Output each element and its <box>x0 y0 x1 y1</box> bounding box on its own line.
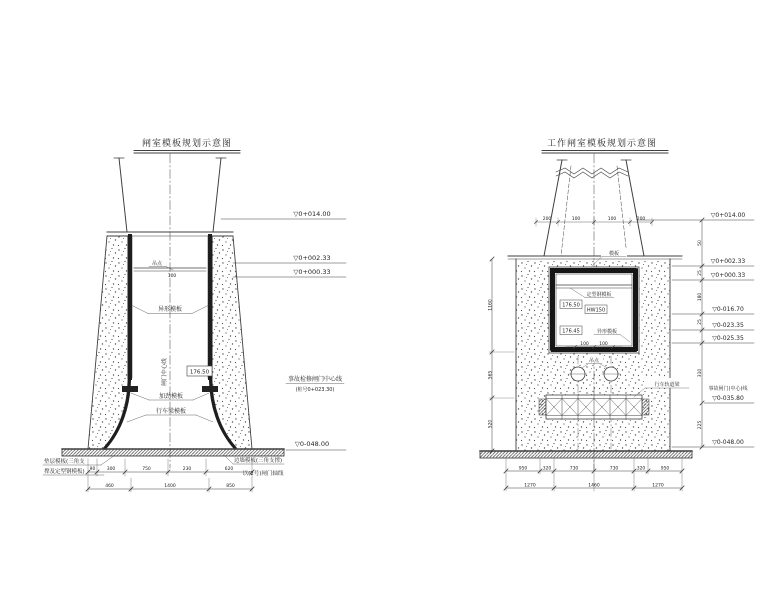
dim-label: 200 <box>542 217 552 222</box>
gate-line-label: 事故闸门(中心)线 <box>708 386 748 392</box>
dim-label: 950 <box>660 466 670 472</box>
elevation-label: ▽0+014.00 <box>710 212 746 219</box>
dim-label: 200 <box>636 217 646 222</box>
elevation-label: ▽0-023.35 <box>712 322 744 329</box>
elevation-label: ▽0+000.33 <box>293 268 331 276</box>
elevation-label: ▽0-048.00 <box>712 439 744 446</box>
elevation-label: ▽0-025.35 <box>712 335 744 342</box>
left-figure <box>43 137 346 492</box>
elevation-label: ▽0-035.80 <box>712 395 744 402</box>
gate-center-label: 事故检修闸门中心线 <box>287 376 343 383</box>
dim-label: 230 <box>182 467 192 472</box>
dim-label: 320 <box>636 466 646 472</box>
title-underline <box>134 151 240 154</box>
elevation-label: ▽0-048.00 <box>294 440 330 448</box>
base-slab <box>62 449 284 456</box>
dim-label: 100 <box>580 342 589 347</box>
dim-label: 100 <box>571 217 581 222</box>
dim-label: 1270 <box>652 483 664 489</box>
dim-label: 50 <box>698 240 703 246</box>
dim-label: 730 <box>609 466 619 472</box>
elevation-label: ▽0+014.00 <box>293 210 331 218</box>
dim-label: 950 <box>518 466 528 472</box>
elevation-label: ▽0+002.33 <box>293 254 331 262</box>
value-box-label: 176.50 <box>562 302 580 309</box>
dim-label: 730 <box>569 466 579 472</box>
dim-label: 310 <box>698 368 703 378</box>
dim-label: 1270 <box>524 483 536 489</box>
dim-label: 1160 <box>488 299 494 311</box>
dim-label: 520 <box>488 419 494 429</box>
gate-centerline-vertical-label: 闸门中心线 <box>162 358 168 386</box>
dim-label: 1460 <box>588 483 600 489</box>
dim-label: 565 <box>488 370 494 380</box>
hoist-point-label: 吊点 <box>151 261 163 267</box>
right-dimension-chain <box>700 218 704 449</box>
top-dimension-chain <box>535 218 654 226</box>
elevation-label: ▽0+000.33 <box>710 272 746 279</box>
value-box-label: 176.50 <box>189 369 210 376</box>
rail-beam-label: 行车轨道梁 <box>654 382 680 388</box>
special-form-label: 异形模板 <box>157 306 183 313</box>
dim-label: 750 <box>142 467 151 472</box>
dim-label: 460 <box>105 484 114 489</box>
hoist-dim-label: 100 <box>167 274 177 279</box>
dim-label: 25 <box>698 270 703 276</box>
right-figure <box>480 137 754 491</box>
dim-label: 1400 <box>164 484 176 489</box>
cushion-form-label-2: 撑及定型钢模板) <box>44 469 85 475</box>
gate-station-label: (桩号0+023.30) <box>295 387 335 393</box>
cushion-form-label-1: 垫层模板(三角支 <box>44 459 85 465</box>
right-figure-title: 工作闸室模板规划示意图 <box>546 139 658 149</box>
dim-label: 100 <box>599 342 608 347</box>
dim-label: 620 <box>224 467 234 472</box>
beam-form-label: 行车梁模板 <box>155 408 187 415</box>
form-top-label: 模板 <box>608 251 620 257</box>
dim-label: 25 <box>698 319 703 325</box>
stiffener-form-label: 加劲模板 <box>158 393 184 400</box>
value-box-label: 176.45 <box>562 328 580 335</box>
elevation-label: ▽0-016.70 <box>712 306 744 313</box>
dim-label: 320 <box>542 466 552 472</box>
value-box-label: HW150 <box>586 307 606 314</box>
dim-label: 100 <box>607 217 617 222</box>
dim-label: 300 <box>106 467 116 472</box>
left-figure-title: 闸室模板规划示意图 <box>141 139 233 149</box>
elevation-label: ▽0+002.33 <box>710 258 746 265</box>
dim-label: 180 <box>698 292 703 302</box>
dim-label: 90 <box>89 467 96 472</box>
base-slab <box>480 451 692 458</box>
title-underline <box>542 151 668 154</box>
hoist-point-label: 吊点 <box>588 358 600 364</box>
dim-label: 225 <box>698 420 703 430</box>
special-form-label: 异形模板 <box>596 329 618 335</box>
truss-beam <box>539 395 649 419</box>
shaped-steel-form-label: 定型钢模板 <box>586 292 612 298</box>
dim-label: 850 <box>226 484 235 489</box>
sidewall-form-label: 边墙模板(三角支撑) <box>233 458 283 464</box>
axis-note-label: 以(2号)闸门轴线 <box>242 471 284 477</box>
